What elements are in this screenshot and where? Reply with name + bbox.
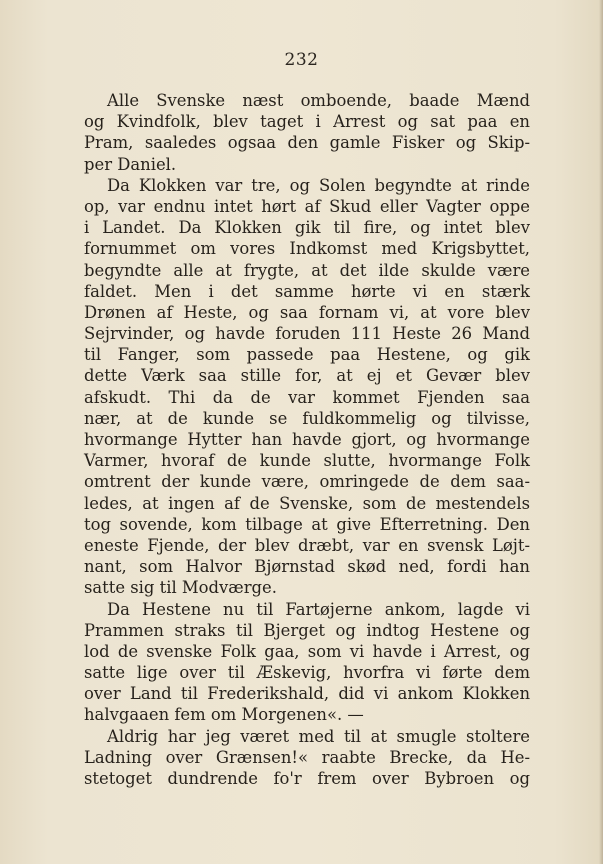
text-line: ledes, at ingen af de Svenske, som de mestendels [84,493,530,513]
text-line: Alle Svenske næst omboende, baade Mænd [107,91,530,110]
text-line: stetoget dundrende fo'r frem over Bybroen og [84,769,530,788]
text-line: fornummet om vores Indkomst med Krigsbyttet, [84,239,530,259]
text-line: over Land til Frederikshald, did vi ankom Klokken [84,684,530,704]
text-line: eneste Fjende, der blev dræbt, var en svensk Løjt- [84,535,530,555]
text-line: satte lige over til Æskevig, hvorfra vi førte dem [84,663,530,683]
text-line: dette Værk saa stille for, at ej et Gevær blev [84,366,530,386]
body-text [84,90,530,789]
text-line: op, var endnu intet hørt af Skud eller Vagter oppe [84,196,530,216]
page-number: 232 [284,50,319,70]
text-line: Da Hestene nu til Fartøjerne ankom, lagde vi [107,599,530,619]
text-line: per Daniel. [84,154,177,174]
page-edge-shadow [599,0,603,864]
text-line: til Fanger, som passede paa Hestene, og gik [84,345,530,365]
text-line: Varmer, hvoraf de kunde slutte, hvormange Folk [84,451,530,471]
text-line: Prammen straks til Bjerget og indtog Hestene og [84,620,530,640]
text-line: Ladning over Grænsen!« raabte Brecke, da He- [84,747,530,767]
text-line: begyndte alle at frygte, at det ilde skulde være [84,260,530,280]
text-line: halvgaaen fem om Morgenen«. — [84,705,364,725]
text-line: Da Klokken var tre, og Solen begyndte at rinde [107,175,530,195]
text-line: omtrent der kunde være, omringede de dem saa- [84,472,530,492]
text-line: lod de svenske Folk gaa, som vi havde i Arrest, og [84,641,530,661]
text-line: afskudt. Thi da de var kommet Fjenden saa [84,387,530,407]
text-line: Pram, saaledes ogsaa den gamle Fisker og Skip- [84,133,530,153]
text-line: nær, at de kunde se fuldkommelig og tilvisse, [84,408,530,428]
text-line: Sejrvinder, og havde foruden 111 Heste 26 Mand [84,324,530,344]
text-line: tog sovende, kom tilbage at give Efterretning. Den [84,514,530,534]
text-line: nant, som Halvor Bjørnstad skød ned, fordi han [84,557,530,577]
text-line: satte sig til Modværge. [84,578,277,598]
text-line: i Landet. Da Klokken gik til fire, og intet blev [84,218,530,238]
text-line: Aldrig har jeg været med til at smugle stoltere [107,726,530,746]
text-line: faldet. Men i det samme hørte vi en stærk [84,281,530,301]
text-line: Drønen af Heste, og saa fornam vi, at vore blev [84,302,530,322]
text-line: hvormange Hytter han havde gjort, og hvormange [84,430,530,449]
text-line: og Kvindfolk, blev taget i Arrest og sat paa en [84,112,530,132]
